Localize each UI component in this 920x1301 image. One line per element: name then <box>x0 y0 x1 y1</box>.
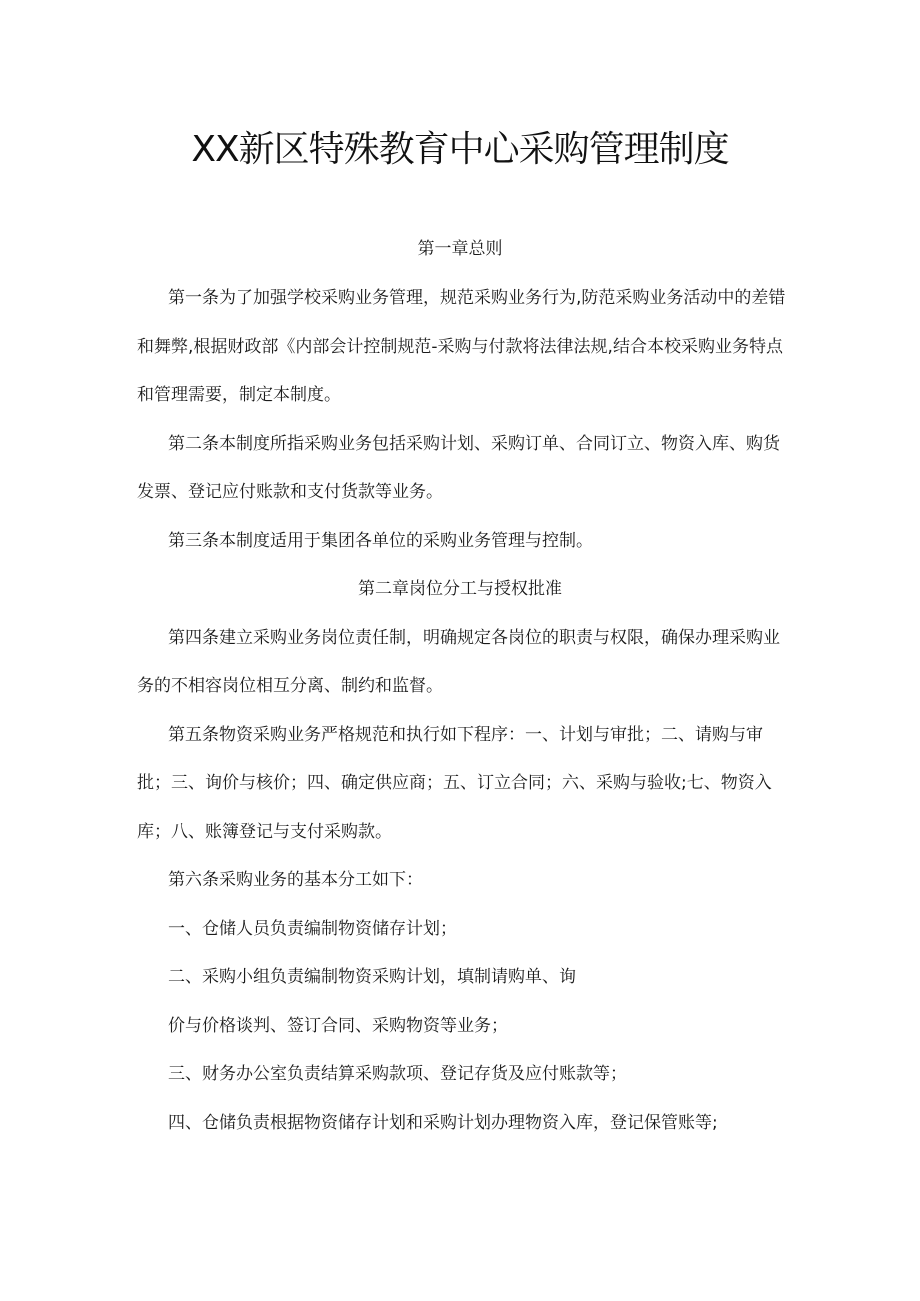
paragraph-line: 第一条为了加强学校采购业务管理，规范采购业务行为,防范采购业务活动中的差错 <box>168 288 786 308</box>
paragraph-line: 第三条本制度适用于集团各单位的采购业务管理与控制。 <box>168 531 593 551</box>
paragraph-line: 第五条物资采购业务严格规范和执行如下程序：一、计划与审批；二、请购与审 <box>168 725 763 745</box>
paragraph-line: 第二条本制度所指采购业务包括采购计划、采购订单、合同订立、物资入库、购货 <box>168 434 780 454</box>
chapter-heading: 第一章总则 <box>417 239 503 259</box>
paragraph-line: 和舞弊,根据财政部《内部会计控制规范-采购与付款将法律法规,结合本校采购业务特点 <box>137 337 783 357</box>
paragraph-line: 发票、登记应付账款和支付货款等业务。 <box>137 482 443 502</box>
list-item: 四、仓储负责根据物资储存计划和采购计划办理物资入库，登记保管账等; <box>168 1113 718 1133</box>
paragraph-line: 库；八、账簿登记与支付采购款。 <box>137 822 392 842</box>
list-item: 二、采购小组负责编制物资采购计划，填制请购单、询 <box>168 967 576 987</box>
paragraph-line: 第六条采购业务的基本分工如下： <box>168 870 423 890</box>
list-item: 一、仓储人员负责编制物资储存计划； <box>168 919 457 939</box>
paragraph-line: 和管理需要，制定本制度。 <box>137 385 341 405</box>
chapter-heading: 第二章岗位分工与授权批准 <box>358 579 562 599</box>
list-item: 价与价格谈判、签订合同、采购物资等业务； <box>168 1016 508 1036</box>
paragraph-line: 第四条建立采购业务岗位责任制，明确规定各岗位的职责与权限，确保办理采购业 <box>168 628 780 648</box>
document-title: XX新区特殊教育中心采购管理制度 <box>191 129 729 170</box>
list-item: 三、财务办公室负责结算采购款项、登记存货及应付账款等； <box>168 1064 627 1084</box>
paragraph-line: 批；三、询价与核价；四、确定供应商；五、订立合同；六、采购与验收;七、物资入 <box>137 773 772 793</box>
paragraph-line: 务的不相容岗位相互分离、制约和监督。 <box>137 676 443 696</box>
